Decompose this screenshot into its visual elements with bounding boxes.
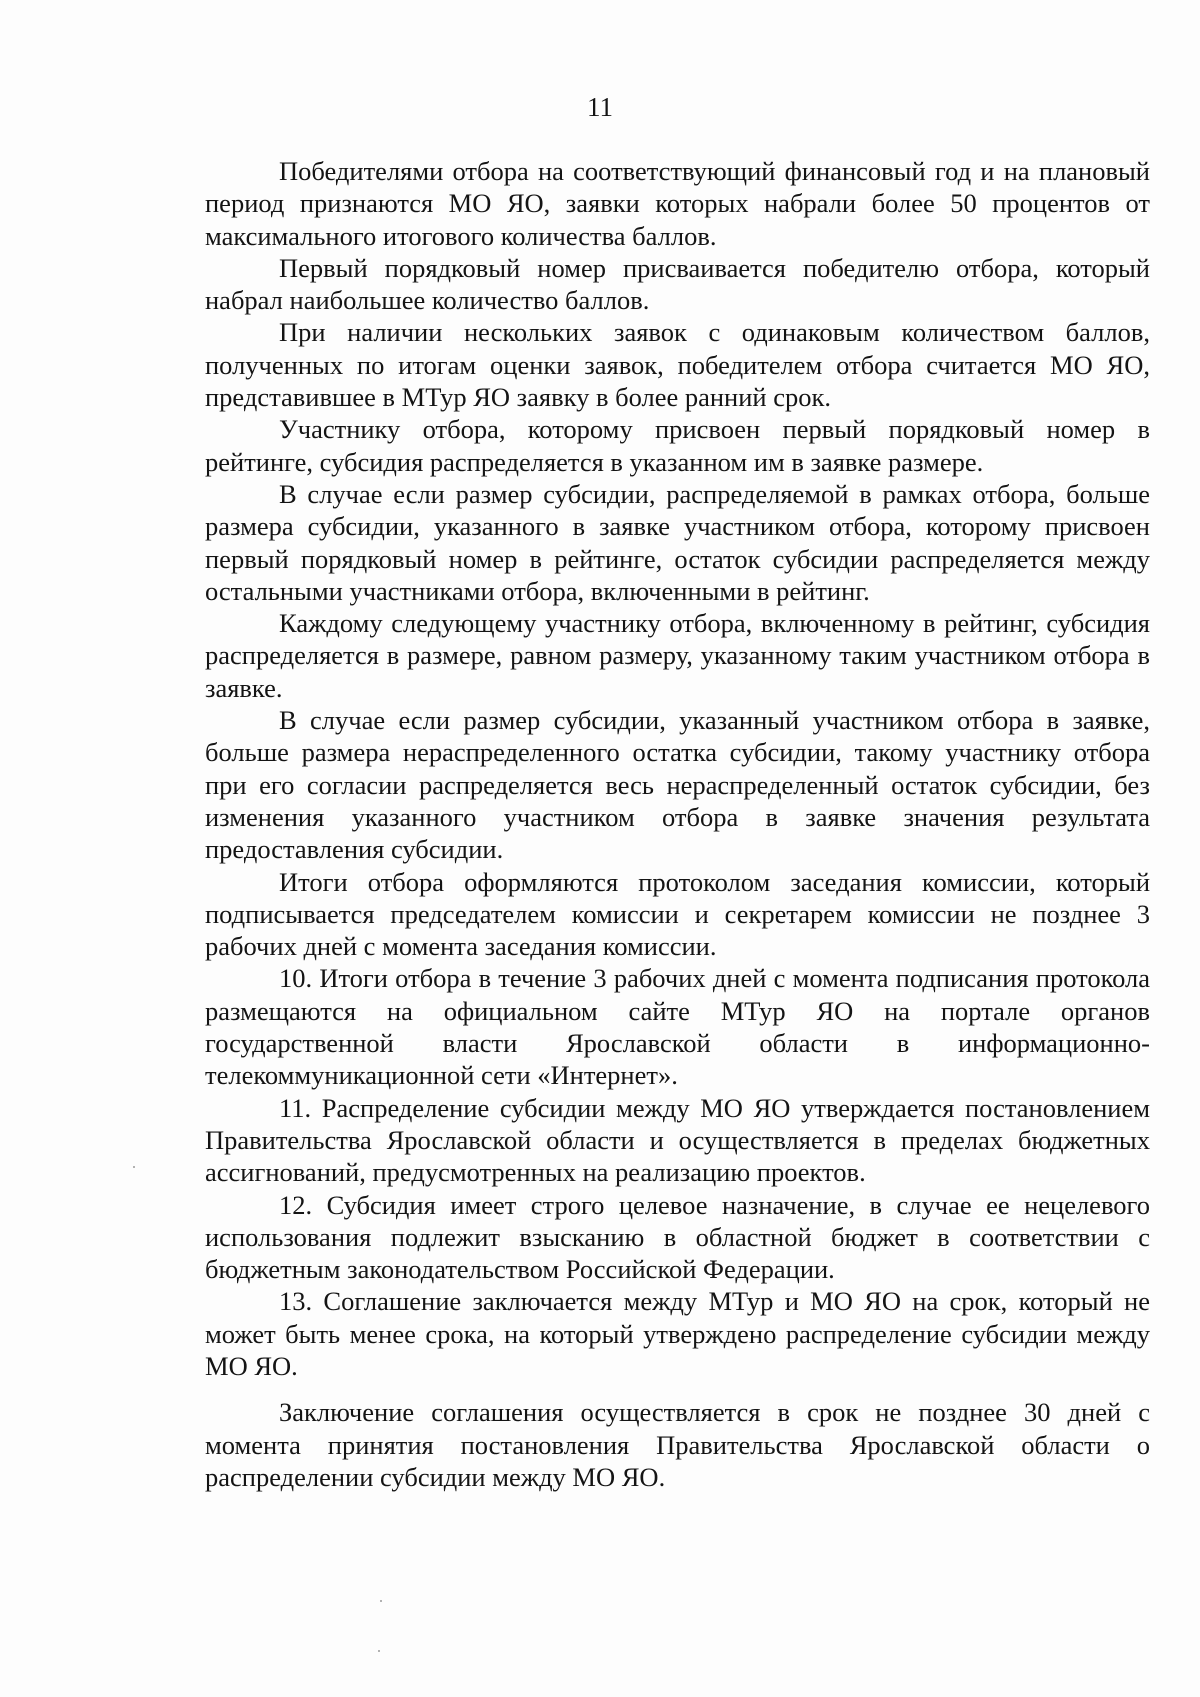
paragraph-remaining-subsidy: В случае если размер субсидии, распределяемой в рамках отбора, больше размера субсидии, указанного в заявке участником отбора, которому присвоен первый порядковый номер в рейтинге, остаток субсидии распределяется между остальными участниками отбора, включенными в рейтинг. — [205, 478, 1150, 606]
paragraph-item-11: 11. Распределение субсидии между МО ЯО утверждается постановлением Правительства Ярославской области и осуществляется в пределах бюджетных ассигнований, предусмотренных на реализацию проектов. — [205, 1092, 1150, 1188]
document-body — [205, 155, 1150, 1493]
paragraph-protocol: Итоги отбора оформляются протоколом заседания комиссии, который подписывается председателем комиссии и секретарем комиссии не позднее 3 рабочих дней с момента заседания комиссии. — [205, 866, 1150, 962]
page-number: 11 — [587, 92, 613, 122]
scan-speck — [380, 1600, 382, 1602]
paragraph-agreement-term: Заключение соглашения осуществляется в срок не позднее 30 дней с момента принятия постановления Правительства Ярославской области о распределении субсидии между МО ЯО. — [205, 1397, 1150, 1492]
paragraph-winners: Победителями отбора на соответствующий финансовый год и на плановый период признаются МО ЯО, заявки которых набрали более 50 процентов от максимального итогового количества баллов. — [205, 156, 1150, 251]
scan-speck — [378, 1650, 380, 1652]
paragraph-item-13: 13. Соглашение заключается между МТур и МО ЯО на срок, который не может быть менее срока, на который утверждено распределение субсидии между МО ЯО. — [205, 1286, 1150, 1381]
paragraph-item-12: 12. Субсидия имеет строго целевое назначение, в случае ее нецелевого использования подлежит взысканию в областной бюджет в соответствии с бюджетным законодательством Российской Федерации. — [205, 1189, 1150, 1285]
scan-speck — [133, 1166, 135, 1168]
paragraph-undistributed-remainder: В случае если размер субсидии, указанный участником отбора в заявке, больше размера нераспределенного остатка субсидии, такому участнику отбора при его согласии распределяется весь нераспределенный остаток субсидии, без изменения указанного участником отбора в заявке значения результата предоставления субсидии. — [205, 705, 1150, 865]
paragraph-first-participant: Участнику отбора, которому присвоен первый порядковый номер в рейтинге, субсидия распределяется в указанном им в заявке размере. — [205, 414, 1150, 477]
paragraph-next-participant: Каждому следующему участнику отбора, включенному в рейтинг, субсидия распределяется в размере, равном размеру, указанному таким участником отбора в заявке. — [205, 608, 1150, 703]
paragraph-item-10: 10. Итоги отбора в течение 3 рабочих дней с момента подписания протокола размещаются на официальном сайте МТур ЯО на портале органов государственной власти Ярославской области в информационно-телекоммуникационной сети «Интернет». — [205, 963, 1150, 1091]
paragraph-first-number: Первый порядковый номер присваивается победителю отбора, который набрал наибольшее количество баллов. — [205, 252, 1150, 316]
paragraph-equal-scores: При наличии нескольких заявок с одинаковым количеством баллов, полученных по итогам оценки заявок, победителем отбора считается МО ЯО, представившее в МТур ЯО заявку в более ранний срок. — [205, 317, 1150, 413]
